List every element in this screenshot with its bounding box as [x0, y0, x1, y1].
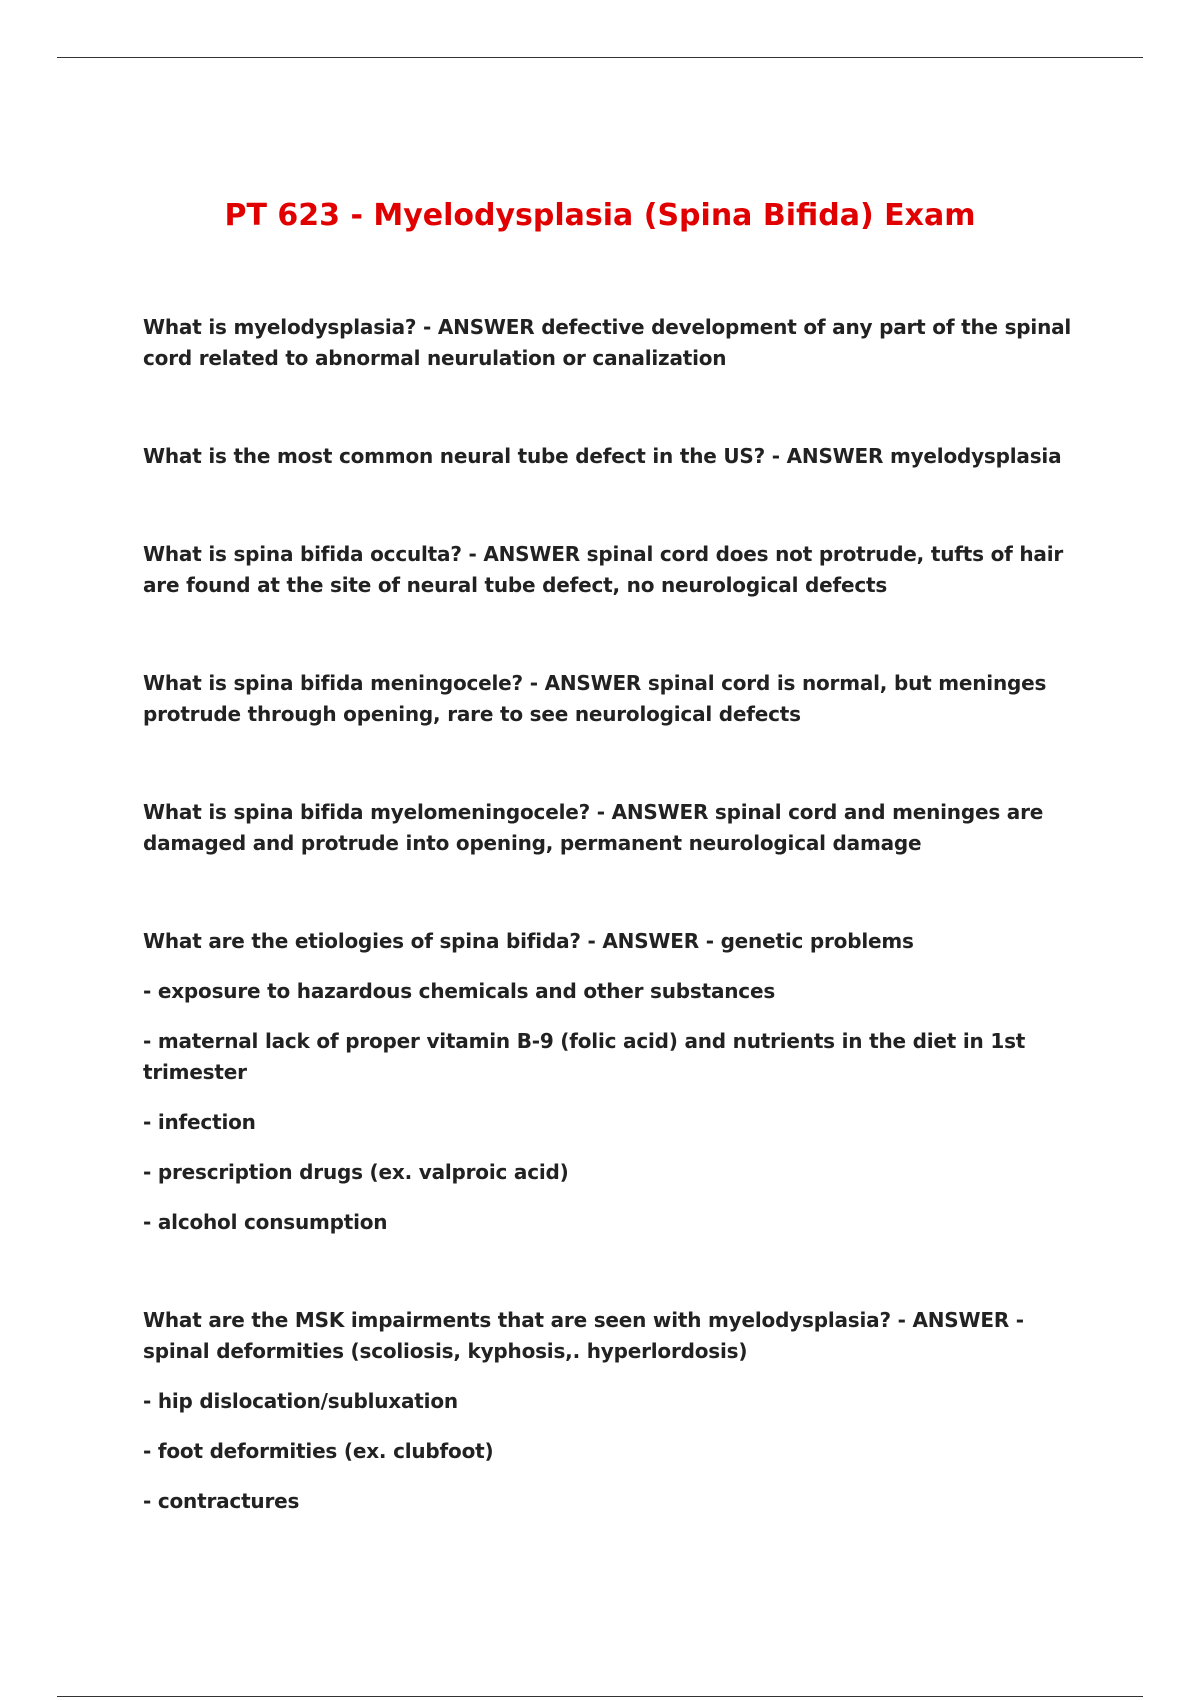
qa-item	[143, 1305, 1093, 1517]
qa-list	[143, 312, 1093, 1584]
qa-text: What are the MSK impairments that are seen with myelodysplasia? - ANSWER - spinal deformities (scoliosis, kyphosis,. hyperlordosis)	[143, 1308, 1024, 1363]
qa-text: What is the most common neural tube defect in the US? - ANSWER myelodysplasia	[143, 444, 1062, 468]
qa-item	[143, 441, 1093, 472]
answer-bullet: - hip dislocation/subluxation	[143, 1389, 458, 1413]
qa-item	[143, 668, 1093, 730]
answer-bullet: - exposure to hazardous chemicals and other substances	[143, 979, 776, 1003]
qa-text: What is myelodysplasia? - ANSWER defective development of any part of the spinal cord related to abnormal neurulation or canalization	[143, 315, 1072, 370]
qa-item	[143, 926, 1093, 1238]
bottom-rule	[57, 1696, 1143, 1697]
answer-bullet: - infection	[143, 1110, 256, 1134]
answer-bullet: - prescription drugs (ex. valproic acid)	[143, 1160, 569, 1184]
qa-text: What are the etiologies of spina bifida? - ANSWER - genetic problems	[143, 929, 914, 953]
qa-text: What is spina bifida myelomeningocele? - ANSWER spinal cord and meninges are damaged and protrude into opening, permanent neurological damage	[143, 800, 1044, 855]
top-rule	[57, 57, 1143, 58]
qa-item	[143, 797, 1093, 859]
answer-bullet: - maternal lack of proper vitamin B-9 (folic acid) and nutrients in the diet in 1st trimester	[143, 1029, 1026, 1084]
qa-item	[143, 312, 1093, 374]
qa-item	[143, 539, 1093, 601]
answer-bullet: - foot deformities (ex. clubfoot)	[143, 1439, 494, 1463]
answer-bullet: - contractures	[143, 1489, 300, 1513]
page-title: PT 623 - Myelodysplasia (Spina Bifida) Exam	[224, 198, 976, 233]
qa-text: What is spina bifida occulta? - ANSWER spinal cord does not protrude, tufts of hair are found at the site of neural tube defect, no neurological defects	[143, 542, 1064, 597]
answer-bullet: - alcohol consumption	[143, 1210, 388, 1234]
qa-text: What is spina bifida meningocele? - ANSWER spinal cord is normal, but meninges protrude through opening, rare to see neurological defects	[143, 671, 1047, 726]
